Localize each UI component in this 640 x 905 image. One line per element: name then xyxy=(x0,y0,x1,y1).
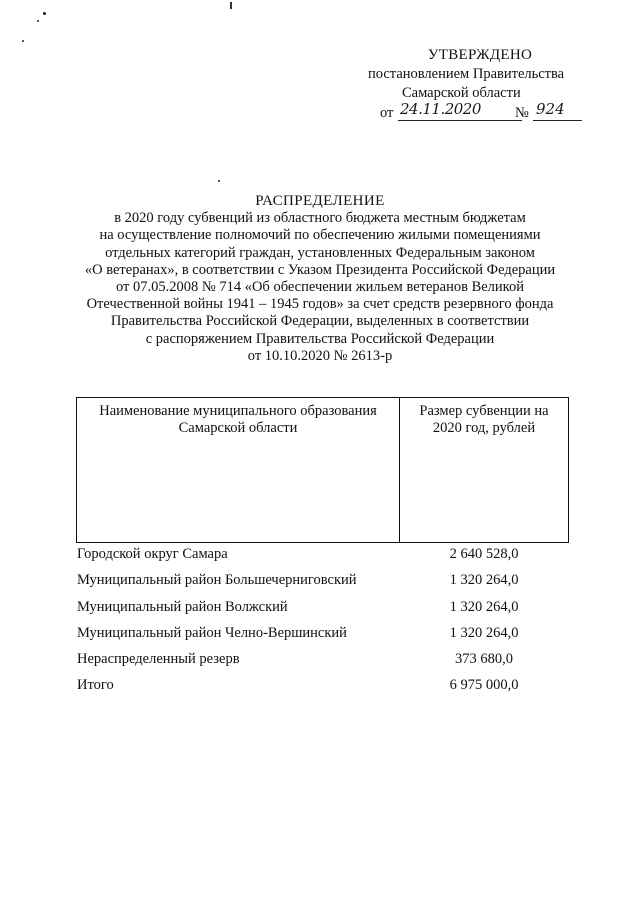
approval-stamp xyxy=(355,46,595,125)
total-amount: 6 975 000,0 xyxy=(449,677,519,694)
header-line: Самарской области xyxy=(178,420,298,436)
heading-line: отдельных категорий граждан, установленных Федеральным законом xyxy=(105,244,535,261)
heading-line: Правительства Российской Федерации, выделенных в соответствии xyxy=(110,313,530,330)
header-line: 2020 год, рублей xyxy=(432,420,536,436)
table-body xyxy=(76,541,569,699)
distribution-table xyxy=(76,397,569,699)
municipality-name: Нераспределенный резерв xyxy=(77,651,240,668)
scan-speck xyxy=(43,12,46,15)
approval-region: Самарской области xyxy=(402,85,521,101)
heading-line: «О ветеранах», в соответствии с Указом Президента Российской Федерации xyxy=(84,261,556,278)
scan-speck xyxy=(37,20,39,22)
approval-title: УТВЕРЖДЕНО xyxy=(427,47,533,63)
column-header-amount xyxy=(400,398,568,542)
table-row-total xyxy=(76,672,569,698)
header-line: Наименование муниципального образования xyxy=(99,403,377,419)
municipality-name: Муниципальный район Волжский xyxy=(77,598,288,615)
heading-line: от 10.10.2020 № 2613-р xyxy=(247,347,393,364)
scan-speck xyxy=(218,180,220,182)
heading-line: на осуществление полномочий по обеспечению жилыми помещениями xyxy=(99,227,541,244)
approval-date-number xyxy=(355,100,595,125)
table-row xyxy=(76,620,569,646)
table-row xyxy=(76,594,569,620)
handwritten-number: 924 xyxy=(533,100,582,121)
heading-line: Отечественной войны 1941 – 1945 годов» за счет средств резервного фонда xyxy=(86,296,554,313)
number-label: № xyxy=(515,105,529,121)
table-row xyxy=(76,646,569,672)
column-header-municipality xyxy=(77,398,400,542)
municipality-name: Городской округ Самара xyxy=(77,546,228,562)
subvention-amount: 1 320 264,0 xyxy=(449,572,519,589)
heading-line: в 2020 году субвенций из областного бюджета местным бюджетам xyxy=(114,210,526,227)
municipality-name: Муниципальный район Большечерниговский xyxy=(77,572,357,589)
total-label: Итого xyxy=(77,677,114,694)
heading-line: с распоряжением Правительства Российской Федерации xyxy=(145,330,495,347)
table-row xyxy=(76,567,569,593)
date-label: от xyxy=(380,105,394,121)
header-line: Размер субвенции на xyxy=(419,403,549,419)
subvention-amount: 1 320 264,0 xyxy=(449,624,519,641)
table-row xyxy=(76,541,569,567)
handwritten-date: 24.11.2020 xyxy=(398,100,522,121)
table-header xyxy=(76,397,569,543)
scan-speck xyxy=(22,40,24,42)
approval-issuer: постановлением Правительства xyxy=(368,66,565,82)
subvention-amount: 373 680,0 xyxy=(455,651,513,668)
scan-mark xyxy=(230,2,232,9)
heading-line: от 07.05.2008 № 714 «Об обеспечении жильем ветеранов Великой xyxy=(115,279,524,296)
document-title: РАСПРЕДЕЛЕНИЕ xyxy=(255,193,385,209)
subvention-amount: 2 640 528,0 xyxy=(449,546,519,562)
document-heading xyxy=(60,193,580,365)
subvention-amount: 1 320 264,0 xyxy=(449,598,519,615)
municipality-name: Муниципальный район Челно-Вершинский xyxy=(77,624,347,641)
